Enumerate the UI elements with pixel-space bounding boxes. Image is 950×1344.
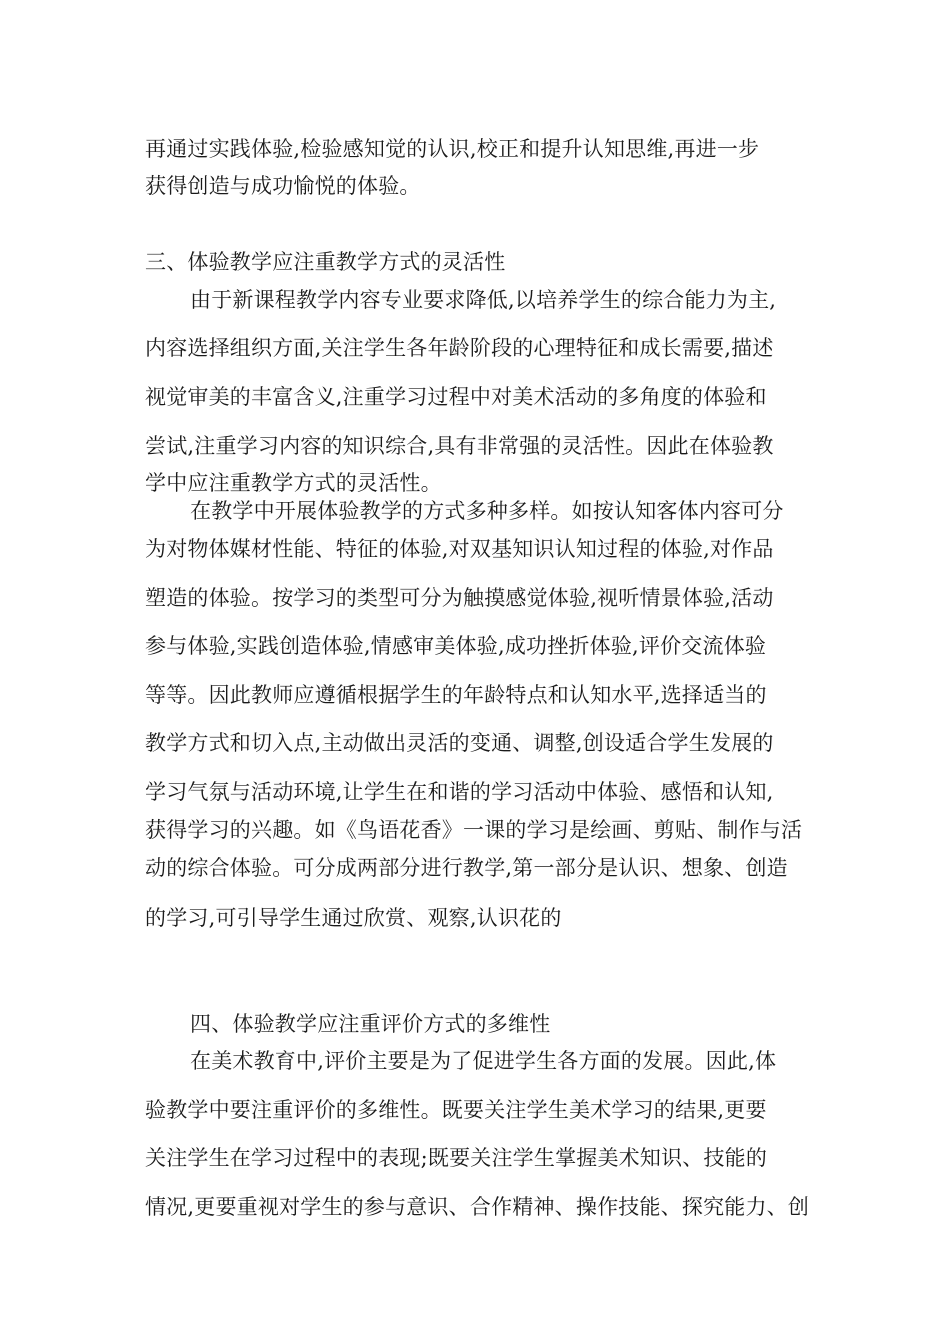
paragraph-line: 视觉审美的丰富含义,注重学习过程中对美术活动的多角度的体验和 xyxy=(145,385,767,409)
paragraph-line: 教学方式和切入点,主动做出灵活的变通、调整,创设适合学生发展的 xyxy=(145,731,774,755)
section-heading: 三、体验教学应注重教学方式的灵活性 xyxy=(145,250,506,274)
paragraph-line: 动的综合体验。可分成两部分进行教学,第一部分是认识、想象、创造 xyxy=(145,856,788,880)
paragraph-line: 学习气氛与活动环境,让学生在和谐的学习活动中体验、感悟和认知, xyxy=(145,780,774,804)
paragraph-line: 塑造的体验。按学习的类型可分为触摸感觉体验,视听情景体验,活动 xyxy=(145,586,774,610)
paragraph-line: 情况,更要重视对学生的参与意识、合作精神、操作技能、探究能力、创 xyxy=(145,1195,810,1219)
paragraph-line: 关注学生在学习过程中的表现;既要关注学生掌握美术知识、技能的 xyxy=(145,1146,768,1170)
paragraph-line: 尝试,注重学习内容的知识综合,具有非常强的灵活性。因此在体验教 xyxy=(145,434,774,458)
paragraph-line: 在教学中开展体验教学的方式多种多样。如按认知客体内容可分 xyxy=(190,499,784,523)
paragraph-line: 验教学中要注重评价的多维性。既要关注学生美术学习的结果,更要 xyxy=(145,1098,767,1122)
paragraph-line: 再通过实践体验,检验感知觉的认识,校正和提升认知思维,再进一步 xyxy=(145,137,760,161)
paragraph-line: 的学习,可引导学生通过欣赏、观察,认识花的 xyxy=(145,906,562,930)
paragraph-line: 获得创造与成功愉悦的体验。 xyxy=(145,174,421,198)
paragraph-line: 内容选择组织方面,关注学生各年龄阶段的心理特征和成长需要,描述 xyxy=(145,336,774,360)
paragraph-line: 参与体验,实践创造体验,情感审美体验,成功挫折体验,评价交流体验 xyxy=(145,634,767,658)
paragraph-line: 等等。因此教师应遵循根据学生的年龄特点和认知水平,选择适当的 xyxy=(145,683,767,707)
paragraph-line: 由于新课程教学内容专业要求降低,以培养学生的综合能力为主, xyxy=(190,288,777,312)
paragraph-line: 学中应注重教学方式的灵活性。 xyxy=(145,471,442,495)
section-heading: 四、体验教学应注重评价方式的多维性 xyxy=(190,1012,551,1036)
paragraph-line: 在美术教育中,评价主要是为了促进学生各方面的发展。因此,体 xyxy=(190,1049,777,1073)
paragraph-line: 获得学习的兴趣。如《鸟语花香》一课的学习是绘画、剪贴、制作与活 xyxy=(145,818,803,842)
paragraph-line: 为对物体媒材性能、特征的体验,对双基知识认知过程的体验,对作品 xyxy=(145,537,774,561)
